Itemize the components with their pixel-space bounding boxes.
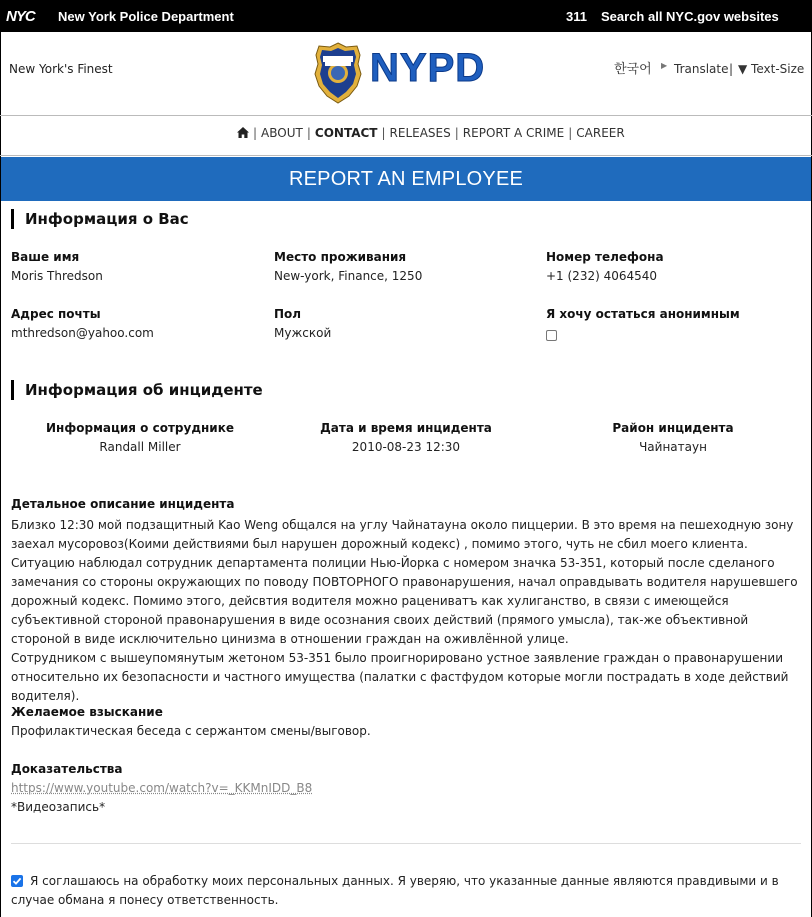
nav-item-career[interactable]: CAREER xyxy=(576,126,625,140)
incident-description xyxy=(11,516,801,706)
nypd-wordmark[interactable]: NYPD xyxy=(370,46,486,90)
employee-label: Информация о сотруднике xyxy=(46,421,234,435)
nav-separator: | xyxy=(454,126,459,140)
home-icon[interactable] xyxy=(237,127,249,138)
anonymous-label: Я хочу остаться анонимным xyxy=(546,307,740,321)
about-you-heading: Информация о Вас xyxy=(11,209,189,229)
nav-item-report-a-crime[interactable]: REPORT A CRIME xyxy=(462,126,565,140)
penalty-value: Профилактическая беседа с сержантом смены/выговор. xyxy=(11,724,371,738)
district-label: Район инцидента xyxy=(612,421,734,435)
evidence-link[interactable]: https://www.youtube.com/watch?v=_KKMnIDD_B8 xyxy=(11,781,313,795)
search-nyc-link[interactable]: Search all NYC.gov websites xyxy=(601,9,779,24)
datetime-label: Дата и время инцидента xyxy=(320,421,492,435)
nav-item-releases[interactable]: RELEASES xyxy=(389,126,451,140)
evidence-note: *Видеозапись* xyxy=(11,800,106,814)
page-title-banner: REPORT AN EMPLOYEE xyxy=(1,157,811,201)
site-header xyxy=(0,32,812,116)
nyc-logo[interactable]: NYC xyxy=(6,8,35,25)
nav-separator: | xyxy=(306,126,311,140)
evidence-label: Доказательства xyxy=(11,762,123,776)
language-selector[interactable]: 한국어 xyxy=(614,62,652,77)
nav-separator: | xyxy=(253,126,258,140)
email-value: mthredson@yahoo.com xyxy=(11,326,154,340)
nav-item-contact[interactable]: CONTACT xyxy=(314,126,378,140)
consent-checkbox[interactable] xyxy=(11,875,23,887)
link-311[interactable]: 311 xyxy=(566,9,587,24)
penalty-label: Желаемое взыскание xyxy=(11,705,163,719)
phone-value: +1 (232) 4064540 xyxy=(546,269,658,283)
residence-value: New-york, Finance, 1250 xyxy=(274,269,423,283)
residence-label: Место проживания xyxy=(274,250,407,264)
tagline: New York's Finest xyxy=(9,62,113,76)
translate-link[interactable]: Translate xyxy=(674,62,729,76)
nav-separator: | xyxy=(381,126,386,140)
phone-label: Номер телефона xyxy=(546,250,664,264)
nypd-badge-icon[interactable] xyxy=(313,42,363,104)
header-separator: | xyxy=(729,62,734,76)
description-label: Детальное описание инцидента xyxy=(11,497,235,511)
check-icon xyxy=(12,876,22,886)
caret-right-icon: ▶ xyxy=(661,61,668,70)
nyc-topbar xyxy=(0,0,812,32)
nav-item-about[interactable]: ABOUT xyxy=(261,126,303,140)
employee-value: Randall Miller xyxy=(99,440,181,454)
incident-heading: Информация об инциденте xyxy=(11,380,263,400)
email-label: Адрес почты xyxy=(11,307,101,321)
consent-text: Я соглашаюсь на обработку моих персональных данных. Я уверяю, что указанные данные являются правдивыми и в случае обмана я понесу ответственность. xyxy=(11,874,779,907)
datetime-value: 2010-08-23 12:30 xyxy=(351,440,461,454)
text-size-link[interactable]: ▼ Text-Size xyxy=(738,62,805,76)
gender-value: Мужской xyxy=(274,326,332,340)
divider xyxy=(11,843,801,844)
nav-separator: | xyxy=(568,126,573,140)
description-paragraph: Сотрудником с вышеупомянутым жетоном 53-351 было проигнорировано устное заявление граждан о правонарушении относительно их безопасности и частного имущества (палатки с фастфудом которые могли пострадать в ходе действий водителя). xyxy=(11,651,789,703)
description-paragraph: Близко 12:30 мой подзащитный Kao Weng общался на углу Чайнатауна около пиццерии. В это время на пешеходную зону заехал мусоровоз(Коими действиями был нарушен дорожный кодекс) , помимо этого, чуть не сбил моего клиента. Ситуацию наблюдал сотрудник департамента полиции Нью-Йорка с номером значка 53-351, который после сделаного замечания со стороны окружающих по поводу ПОВТОРНОГО правонарушения, начал оправдывать водителя нарушевшего дорожный кодекс. Помимо этого, дейсвтия водителя можно рацениватъ как хулиганство, в связи с имеющейся субъективной стороной правонарушения в виде осознания своих действий (прямого умысла), так-же объективной стороной в виде исключительно цинизма в отношении граждан на оживлённой улице. xyxy=(11,518,798,646)
anonymous-checkbox[interactable] xyxy=(546,330,557,341)
district-value: Чайнатаун xyxy=(639,440,707,454)
main-nav xyxy=(0,116,812,156)
name-value: Moris Thredson xyxy=(11,269,103,283)
agency-title-link[interactable]: New York Police Department xyxy=(58,9,234,24)
name-label: Ваше имя xyxy=(11,250,80,264)
gender-label: Пол xyxy=(274,307,302,321)
